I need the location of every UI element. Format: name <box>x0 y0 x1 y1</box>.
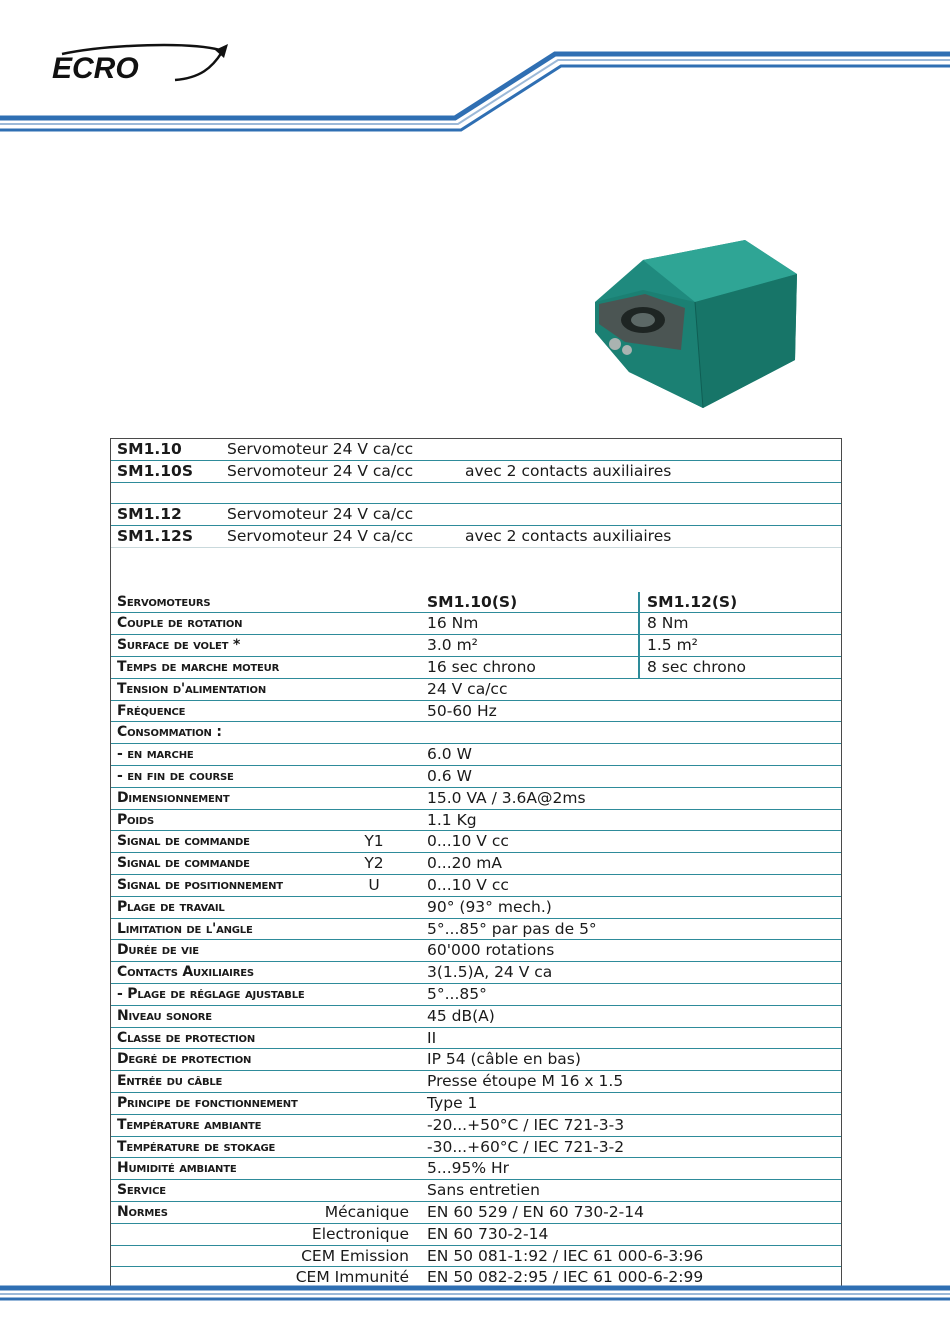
spec-label: Niveau sonore <box>117 1007 212 1024</box>
spec-signal: U <box>368 876 380 895</box>
spec-row <box>111 1115 841 1137</box>
spec-value: Type 1 <box>427 1094 478 1113</box>
spec-value: 50-60 Hz <box>427 701 497 720</box>
spec-value: 45 dB(A) <box>427 1006 495 1025</box>
spec-value: 0...10 V cc <box>427 832 509 851</box>
model-extra: avec 2 contacts auxiliaires <box>465 461 672 480</box>
spec-value: 5°...85° par pas de 5° <box>427 919 597 938</box>
spec-row <box>111 897 841 919</box>
spec-row <box>111 744 841 766</box>
spec-row <box>111 1158 841 1180</box>
spec-row <box>111 853 841 875</box>
spec-value: 0...10 V cc <box>427 876 509 895</box>
spec-row <box>111 701 841 723</box>
spec-sublabel: CEM Emission <box>301 1246 409 1265</box>
column-divider <box>638 635 640 656</box>
spec-row <box>111 1006 841 1028</box>
model-row <box>111 526 841 548</box>
spacer-row <box>111 483 841 505</box>
spec-row <box>111 810 841 832</box>
spec-row <box>111 657 841 679</box>
spec-signal: Y1 <box>364 832 384 851</box>
spec-label: Service <box>117 1182 166 1199</box>
spec-label: Consommation : <box>117 724 222 741</box>
spec-value-col2: 8 Nm <box>647 614 689 633</box>
spec-value: 60'000 rotations <box>427 941 555 960</box>
model-code: SM1.10S <box>117 461 193 480</box>
spec-label: Humidité ambiante <box>117 1160 237 1177</box>
spec-header-label: Servomoteurs <box>117 593 211 610</box>
spec-header-col1: SM1.10(S) <box>427 592 518 611</box>
spec-value: 3.0 m² <box>427 636 478 655</box>
spec-value: 16 sec chrono <box>427 658 536 677</box>
model-desc: Servomoteur 24 V ca/cc <box>227 440 414 458</box>
spec-label: Contacts Auxiliaires <box>117 964 254 981</box>
spec-row <box>111 875 841 897</box>
spec-row <box>111 962 841 984</box>
spec-label: Entrée du câble <box>117 1073 223 1090</box>
spec-row <box>111 831 841 853</box>
spec-header-col2: SM1.12(S) <box>647 592 738 611</box>
spec-row <box>111 1202 841 1224</box>
spec-value: EN 50 081-1:92 / IEC 61 000-6-3:96 <box>427 1246 704 1265</box>
spec-label: Classe de protection <box>117 1029 255 1046</box>
spec-value: IP 54 (câble en bas) <box>427 1050 581 1069</box>
spec-label: Durée de vie <box>117 942 199 959</box>
spec-value: -20...+50°C / IEC 721-3-3 <box>427 1115 625 1134</box>
spec-label: Fréquence <box>117 702 186 719</box>
model-row <box>111 461 841 483</box>
spec-label: Couple de rotation <box>117 615 243 632</box>
spec-label: - Plage de réglage ajustable <box>117 986 305 1003</box>
model-desc: Servomoteur 24 V ca/cc <box>227 461 414 480</box>
model-code: SM1.12 <box>117 505 182 524</box>
spec-label: Température de stokage <box>117 1138 276 1155</box>
spec-row <box>111 1180 841 1202</box>
spec-value: 15.0 VA / 3.6A@2ms <box>427 788 586 807</box>
spec-row <box>111 1071 841 1093</box>
model-code: SM1.12S <box>117 526 193 545</box>
spec-value: EN 60 730-2-14 <box>427 1224 549 1243</box>
spec-value: 3(1.5)A, 24 V ca <box>427 963 553 982</box>
spec-signal: Y2 <box>364 854 384 873</box>
spec-sublabel: CEM Immunité <box>295 1268 409 1287</box>
spec-label: Dimensionnement <box>117 789 230 806</box>
spec-value: 0.6 W <box>427 767 472 786</box>
spec-row <box>111 919 841 941</box>
model-desc: Servomoteur 24 V ca/cc <box>227 505 414 524</box>
model-extra: avec 2 contacts auxiliaires <box>465 526 672 545</box>
column-divider <box>638 613 640 634</box>
spec-value: Sans entretien <box>427 1181 540 1200</box>
spacer-row <box>111 548 841 592</box>
spec-label: Surface de volet * <box>117 637 241 654</box>
spec-value: 0...20 mA <box>427 854 502 873</box>
spec-value-col2: 8 sec chrono <box>647 658 747 677</box>
spec-row <box>111 1028 841 1050</box>
spec-table <box>110 438 842 1290</box>
model-desc: Servomoteur 24 V ca/cc <box>227 526 414 545</box>
spec-row <box>111 635 841 657</box>
spec-row <box>111 788 841 810</box>
spec-row <box>111 613 841 635</box>
spec-sublabel: Mécanique <box>324 1203 409 1221</box>
spec-row <box>111 1224 841 1246</box>
spec-rows <box>111 613 841 1289</box>
spec-value: Presse étoupe M 16 x 1.5 <box>427 1072 624 1091</box>
ecro-logo <box>40 40 230 90</box>
spec-row <box>111 679 841 701</box>
spec-row <box>111 1137 841 1159</box>
model-row <box>111 439 841 461</box>
spec-header-row <box>111 592 841 614</box>
spec-label: Limitation de l'angle <box>117 920 253 937</box>
spec-label: Poids <box>117 811 154 828</box>
spec-row <box>111 1246 841 1268</box>
spec-row <box>111 1049 841 1071</box>
spec-label: Température ambiante <box>117 1116 262 1133</box>
spec-row <box>111 984 841 1006</box>
spec-value: -30...+60°C / IEC 721-3-2 <box>427 1137 625 1156</box>
spec-row <box>111 940 841 962</box>
model-code: SM1.10 <box>117 440 182 458</box>
spec-value: 90° (93° mech.) <box>427 897 552 916</box>
spec-label: Principe de fonctionnement <box>117 1095 298 1112</box>
spec-label: Normes <box>117 1204 168 1220</box>
logo-text: ECRO <box>52 52 139 85</box>
spec-label: Plage de travail <box>117 898 225 915</box>
spec-value: II <box>427 1028 437 1047</box>
spec-label: Degré de protection <box>117 1051 252 1068</box>
spec-value: 1.1 Kg <box>427 810 477 829</box>
footer-stripes <box>0 1282 950 1306</box>
spec-value: 24 V ca/cc <box>427 679 508 698</box>
spec-value: 6.0 W <box>427 745 472 764</box>
actuator-product-image <box>585 232 800 410</box>
spec-label: Tension d'alimentation <box>117 680 267 697</box>
model-row <box>111 504 841 526</box>
spec-label: Signal de commande <box>117 855 250 872</box>
spec-row <box>111 722 841 744</box>
spec-sublabel: Electronique <box>311 1224 409 1243</box>
spec-label: Temps de marche moteur <box>117 659 280 676</box>
spec-value: 5...95% Hr <box>427 1159 510 1178</box>
spec-value: EN 60 529 / EN 60 730-2-14 <box>427 1203 644 1221</box>
spec-label: Signal de commande <box>117 833 250 850</box>
spec-value-col2: 1.5 m² <box>647 636 698 655</box>
spec-value: 16 Nm <box>427 614 479 633</box>
column-divider <box>638 657 640 678</box>
spec-row <box>111 766 841 788</box>
column-divider <box>638 592 640 613</box>
spec-row <box>111 1093 841 1115</box>
spec-label: - en fin de course <box>117 768 234 785</box>
spec-label: Signal de positionnement <box>117 877 283 894</box>
spec-value: 5°...85° <box>427 985 487 1004</box>
spec-label: - en marche <box>117 746 194 763</box>
spec-value: EN 50 082-2:95 / IEC 61 000-6-2:99 <box>427 1268 704 1287</box>
